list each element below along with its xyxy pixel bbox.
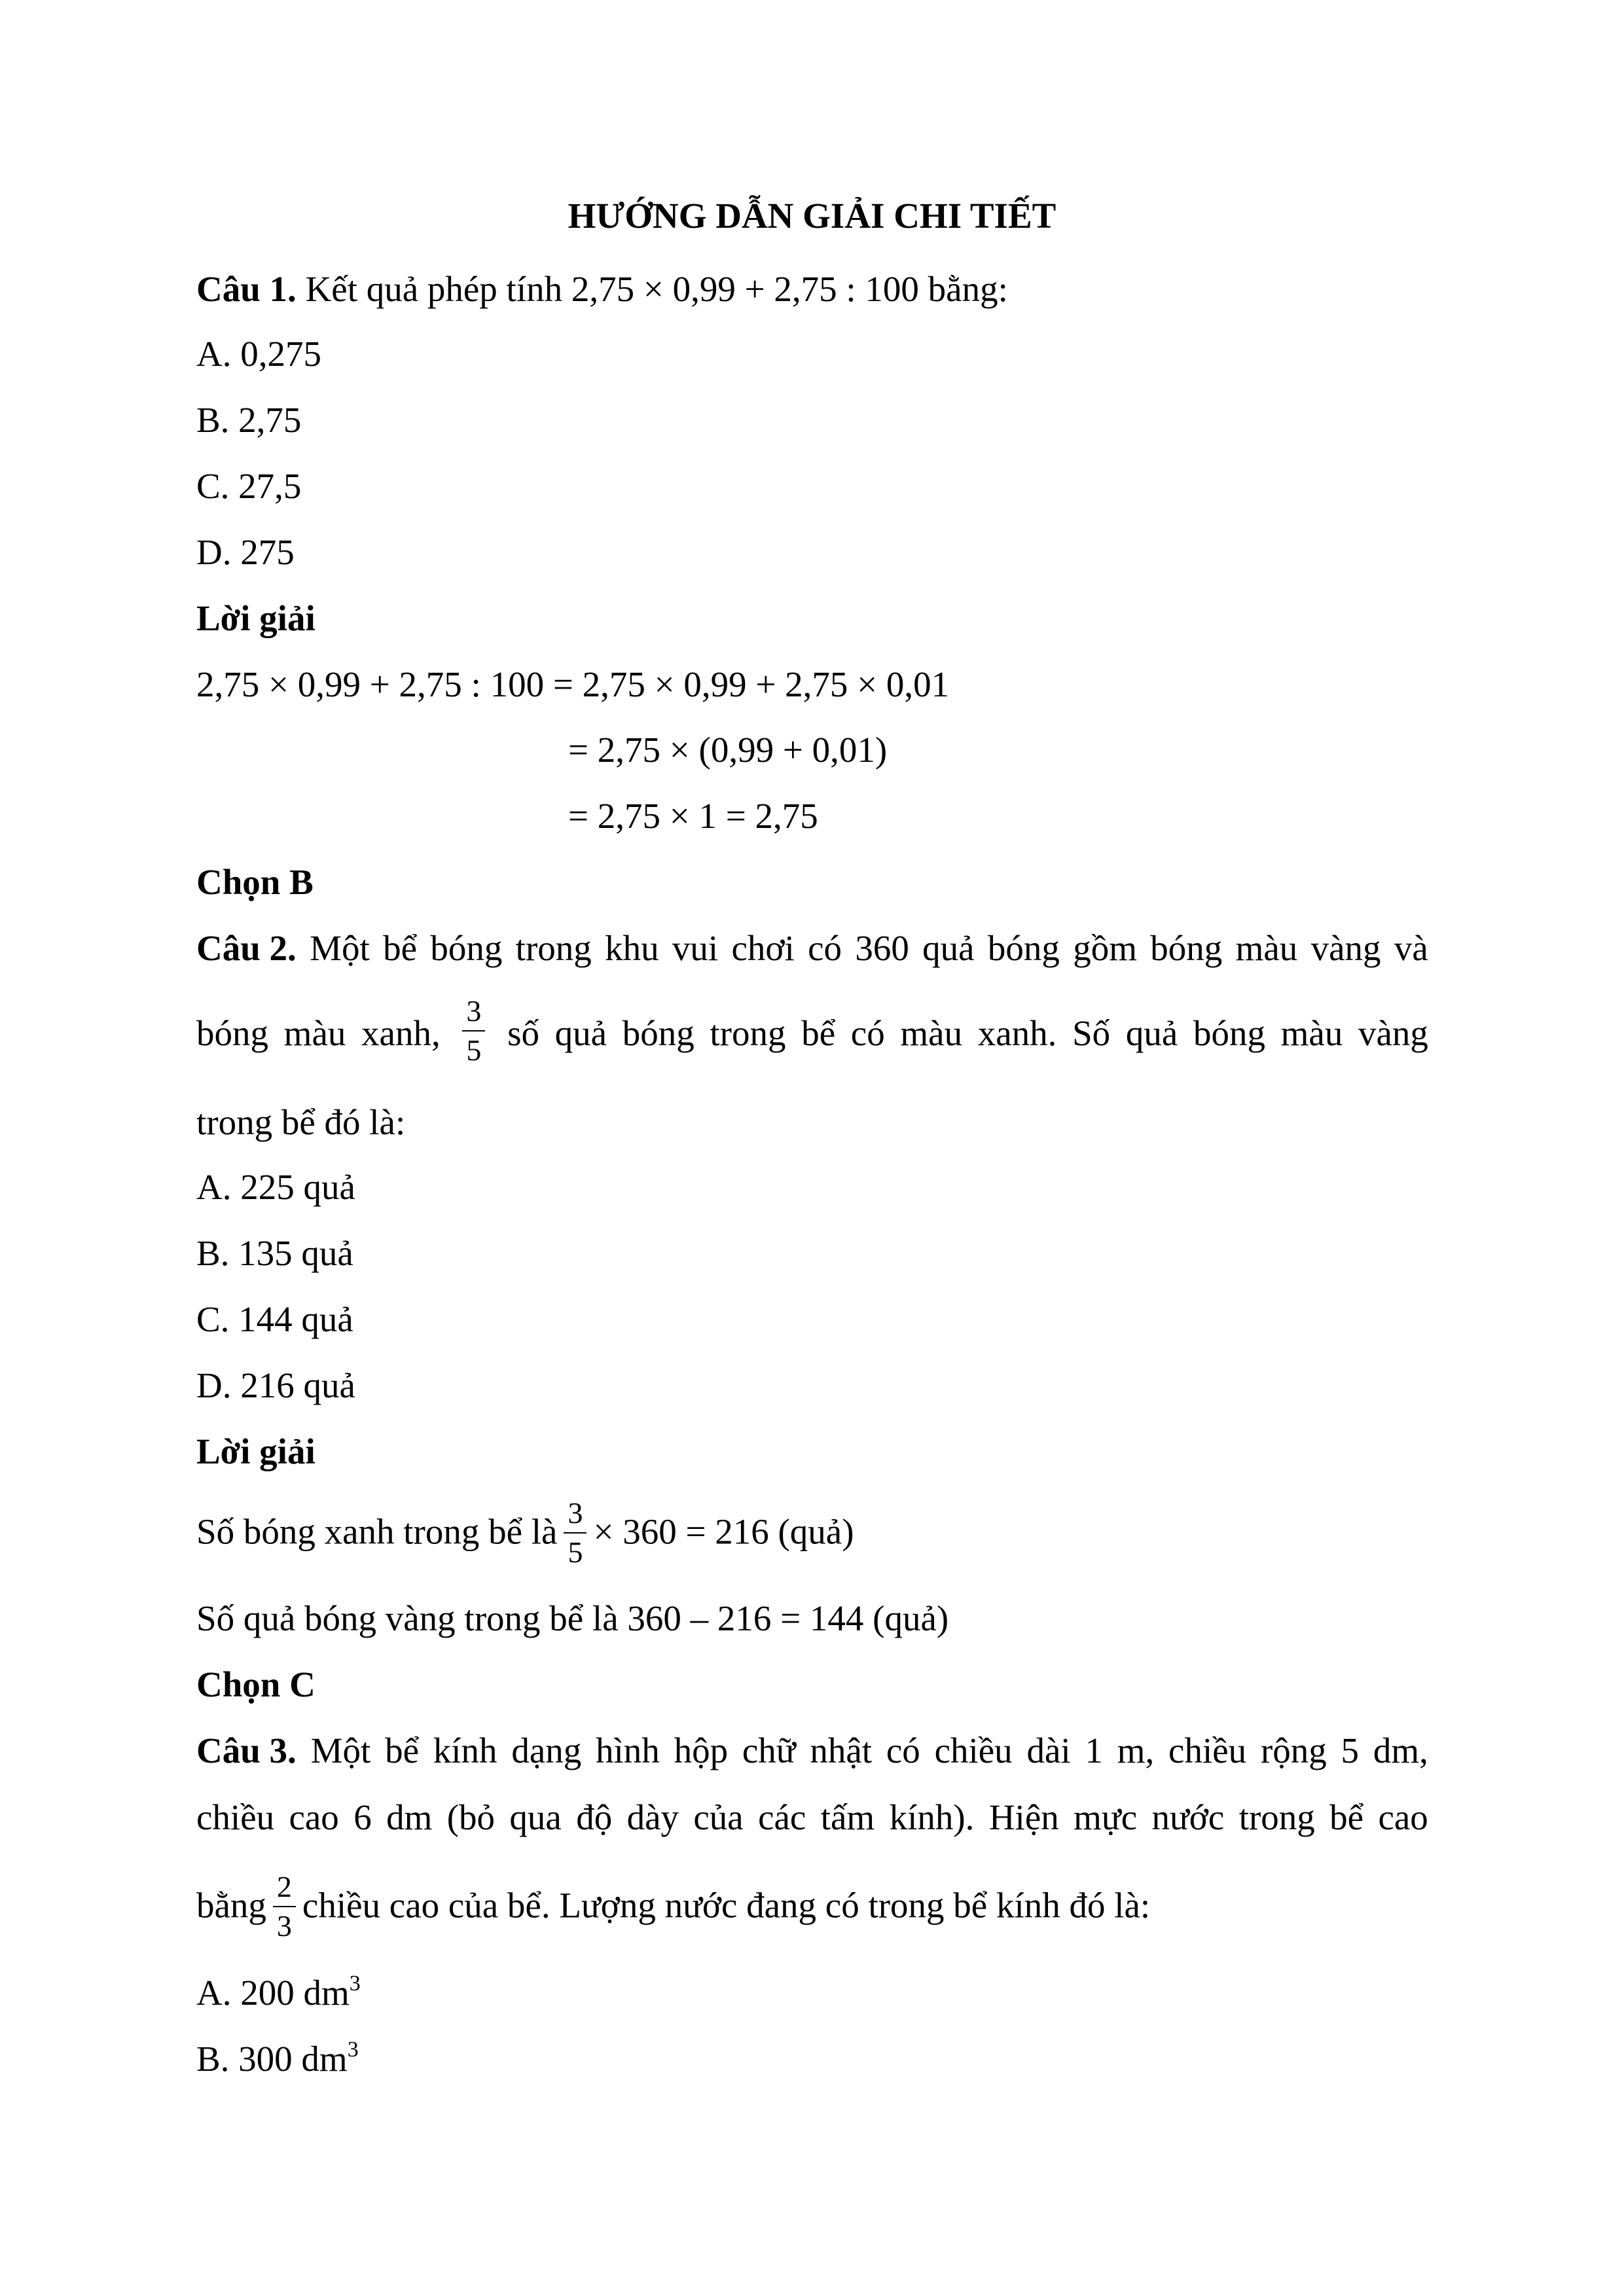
q2-word: xanh, xyxy=(361,1013,441,1053)
q2-word: số xyxy=(507,1013,539,1053)
q1-option-d: D. 275 xyxy=(196,532,295,572)
q2-solution-label: Lời giải xyxy=(196,1431,316,1471)
q3-option-b xyxy=(196,2036,359,2082)
q2-word: bóng xyxy=(1150,928,1223,968)
q3-word: cao xyxy=(1378,1797,1428,1837)
q1-step-1: 2,75 × 0,99 + 2,75 : 100 = 2,75 × 0,99 + 2,75 × 0,01 xyxy=(196,664,950,704)
q3-word: nước xyxy=(1151,1797,1225,1837)
q3-word: dạng xyxy=(511,1731,582,1770)
q3-word: có xyxy=(886,1731,920,1770)
q1-solution-label: Lời giải xyxy=(196,598,316,638)
q2-word: 360 xyxy=(855,928,909,968)
q3-word: các xyxy=(758,1797,806,1837)
q3-option-b-text: B. 300 dm xyxy=(196,2039,348,2079)
q3-word: hộp xyxy=(674,1731,729,1770)
q1-answer: Chọn B xyxy=(196,862,314,902)
q1-label: Câu 1. xyxy=(196,269,297,309)
q3-option-a-text: A. 200 dm xyxy=(196,1973,350,2013)
q3-prompt-line-1 xyxy=(196,1728,1428,1774)
q3-label: Câu 3. xyxy=(196,1731,297,1770)
q2-word: màu xyxy=(1235,928,1298,968)
q3-word: độ xyxy=(576,1797,613,1837)
q1-option-c: C. 27,5 xyxy=(196,466,302,506)
q3-fraction-denominator: 3 xyxy=(276,1909,292,1943)
q3-fraction-numerator: 2 xyxy=(273,1871,296,1907)
q2-option-b: B. 135 quả xyxy=(196,1233,353,1273)
q3-word: mực xyxy=(1074,1797,1138,1837)
q3-word: dày xyxy=(626,1797,679,1837)
q2-option-d: D. 216 quả xyxy=(196,1365,355,1405)
q2-prompt-line-2 xyxy=(196,994,1428,1067)
q2-word: vàng xyxy=(1310,928,1381,968)
q3-word: 6 xyxy=(353,1797,372,1837)
q3-word: trong xyxy=(1238,1797,1315,1837)
q3-word: Hiện xyxy=(988,1797,1059,1837)
q1-step-3: = 2,75 × 1 = 2,75 xyxy=(568,796,818,836)
q2-step-1 xyxy=(196,1496,854,1569)
q3-word: chiều xyxy=(196,1797,275,1837)
q3-word: hình xyxy=(596,1731,660,1770)
q3-word: chữ xyxy=(742,1731,796,1770)
q3-prompt-line-2 xyxy=(196,1795,1428,1840)
q2-word: bóng xyxy=(987,928,1060,968)
q2-word: màu xyxy=(900,1013,963,1053)
q2-word: gồm xyxy=(1073,928,1137,968)
q2-word: màu xyxy=(283,1013,346,1053)
q2-label: Câu 2. xyxy=(196,928,297,968)
q3-word: m, xyxy=(1117,1731,1155,1770)
q2-fraction xyxy=(462,995,485,1067)
q2-word: Số xyxy=(1072,1013,1111,1053)
q3-word: (bỏ xyxy=(446,1797,496,1837)
q3-option-a-exponent: 3 xyxy=(349,1971,361,1996)
q3-word: rộng xyxy=(1260,1731,1327,1770)
q2-fraction-numerator: 3 xyxy=(462,995,485,1031)
page-title: HƯỚNG DẪN GIẢI CHI TIẾT xyxy=(568,196,1056,236)
q1-option-b: B. 2,75 xyxy=(196,400,302,440)
q2-word: xanh. xyxy=(977,1013,1057,1053)
q3-word: bể xyxy=(385,1731,419,1770)
q2-word: trong xyxy=(710,1013,786,1053)
q2-prompt-line-3: trong bể đó là: xyxy=(196,1102,406,1142)
q3-word: Một xyxy=(310,1731,371,1770)
q2-word: vui xyxy=(672,928,719,968)
q3-word: kính xyxy=(433,1731,497,1770)
q2-step-fraction-denominator: 5 xyxy=(568,1535,583,1569)
q3-word: chiều xyxy=(934,1731,1013,1770)
q1-step-2: = 2,75 × (0,99 + 0,01) xyxy=(568,730,888,770)
q2-word: chơi xyxy=(731,928,795,968)
q2-word: bóng xyxy=(622,1013,695,1053)
q1-text: Kết quả phép tính 2,75 × 0,99 + 2,75 : 100 bằng: xyxy=(296,269,1008,309)
q2-word: có xyxy=(850,1013,885,1053)
q3-prompt-line-3 xyxy=(196,1870,1151,1943)
q2-step-1-text: Số bóng xanh trong bể là xyxy=(196,1511,558,1552)
q2-prompt-line-1 xyxy=(196,925,1428,971)
q3-word: kính). xyxy=(889,1797,975,1837)
q2-step-fraction-numerator: 3 xyxy=(564,1497,586,1534)
q2-fraction-denominator: 5 xyxy=(466,1033,482,1067)
q2-step-fraction xyxy=(564,1497,586,1569)
q3-line-3-rest: chiều cao của bể. Lượng nước đang có trong bể kính đó là: xyxy=(302,1885,1151,1926)
q3-word: nhật xyxy=(810,1731,873,1770)
q3-option-a xyxy=(196,1970,361,2016)
q1-option-a: A. 0,275 xyxy=(196,334,321,374)
q2-word: bể xyxy=(383,928,418,968)
q2-word: trong xyxy=(515,928,592,968)
q2-word: quả xyxy=(922,928,975,968)
q2-word: quả xyxy=(554,1013,607,1053)
q3-word: dm xyxy=(386,1797,433,1837)
q2-word: và xyxy=(1394,928,1428,968)
q3-word: bể xyxy=(1329,1797,1364,1837)
q3-word: 5 xyxy=(1341,1731,1360,1770)
q2-option-c: C. 144 quả xyxy=(196,1299,353,1339)
q2-word: bóng xyxy=(196,1013,268,1053)
q2-answer: Chọn C xyxy=(196,1664,316,1704)
q2-step-2: Số quả bóng vàng trong bể là 360 – 216 = 144 (quả) xyxy=(196,1598,949,1638)
q3-word: của xyxy=(693,1797,744,1837)
q2-word: vàng xyxy=(1358,1013,1428,1053)
q3-word: tấm xyxy=(820,1797,875,1837)
q2-word: màu xyxy=(1280,1013,1343,1053)
q2-word: Một xyxy=(310,928,370,968)
q3-word: qua xyxy=(509,1797,562,1837)
q3-word: dm, xyxy=(1373,1731,1428,1770)
q2-word: có xyxy=(808,928,842,968)
q2-word: quả xyxy=(1125,1013,1178,1053)
q2-word: bóng xyxy=(1193,1013,1265,1053)
q3-word: chiều xyxy=(1168,1731,1247,1770)
q3-word: cao xyxy=(289,1797,339,1837)
q2-word: bể xyxy=(801,1013,836,1053)
q3-fraction xyxy=(273,1871,296,1943)
q1-prompt xyxy=(196,266,1008,312)
q3-line-3-text: bằng xyxy=(196,1885,266,1926)
q3-option-b-exponent: 3 xyxy=(347,2037,359,2062)
q2-option-a: A. 225 quả xyxy=(196,1167,355,1207)
q2-word: bóng xyxy=(430,928,503,968)
q3-word: 1 xyxy=(1085,1731,1103,1770)
q2-step-1-result: × 360 = 216 (quả) xyxy=(593,1511,854,1552)
q2-word: khu xyxy=(605,928,659,968)
q3-word: dài xyxy=(1026,1731,1071,1770)
